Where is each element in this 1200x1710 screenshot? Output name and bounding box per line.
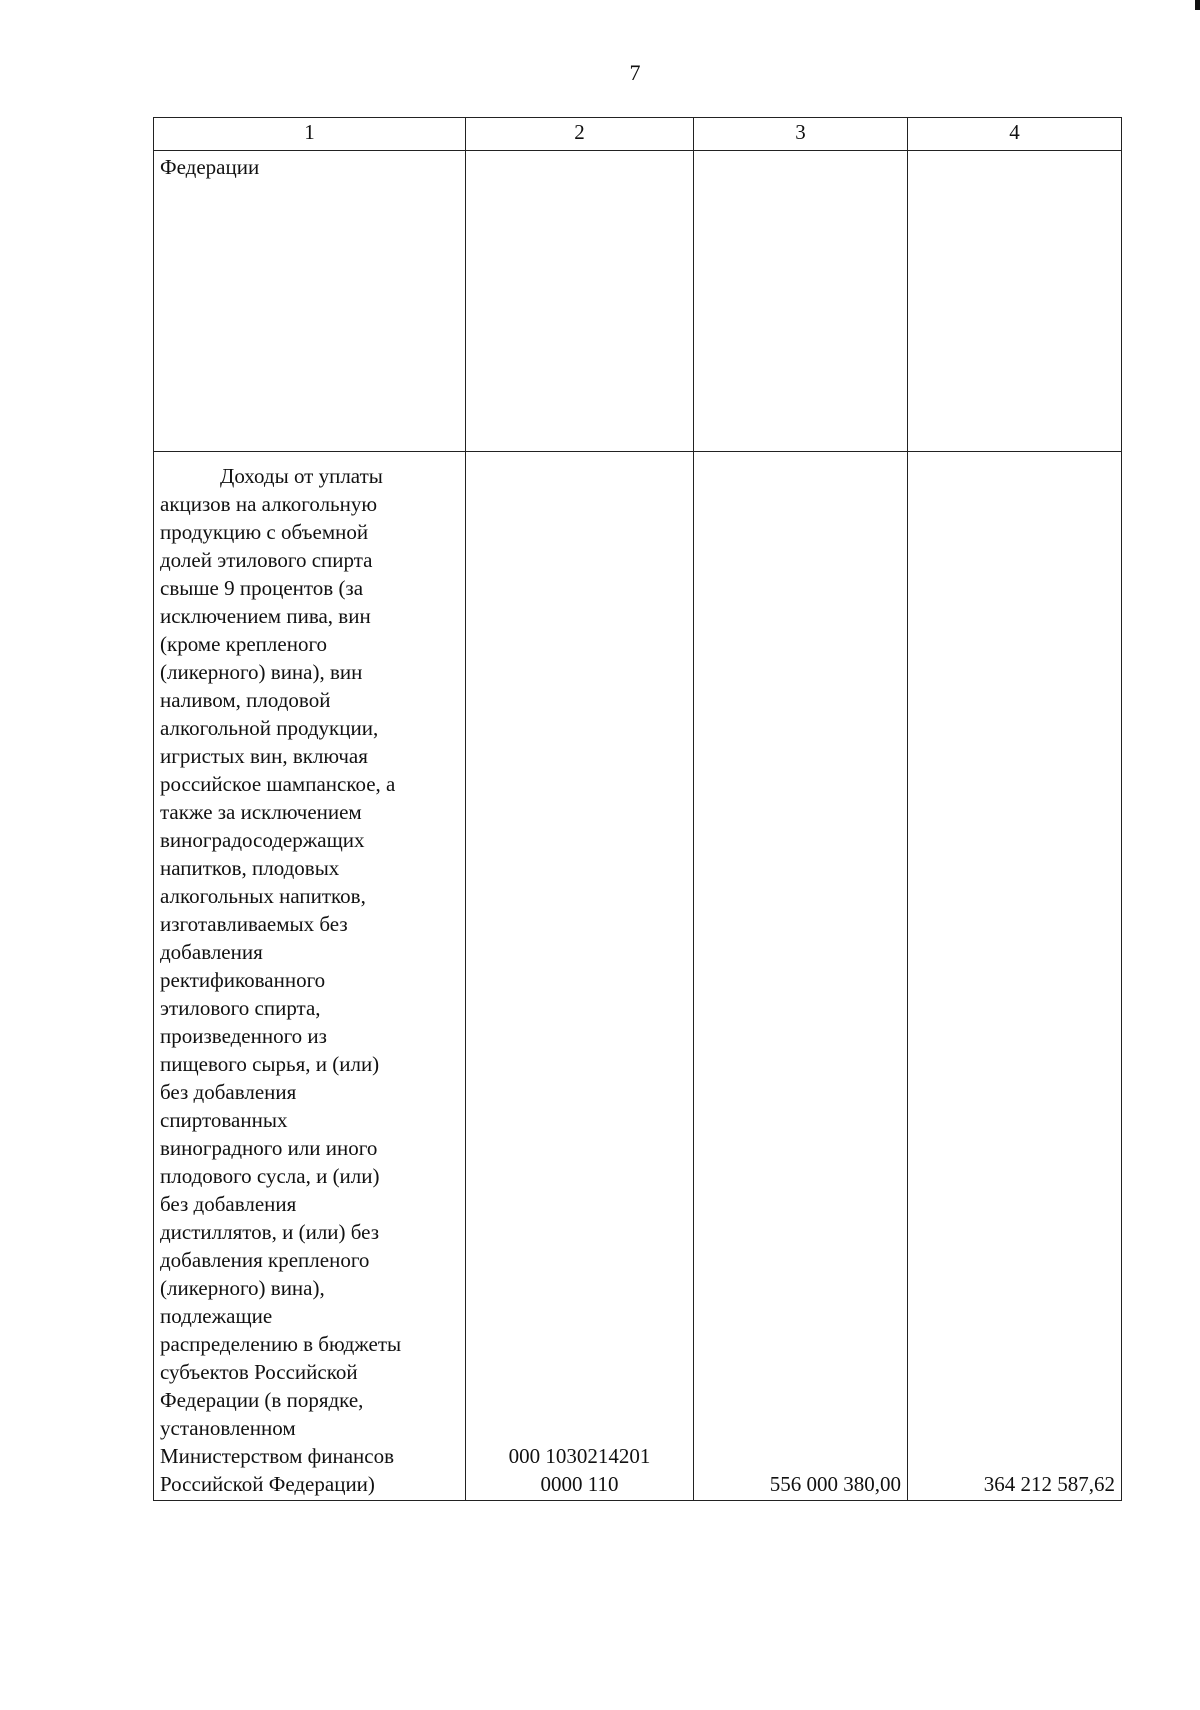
scan-edge-mark: [1195, 0, 1200, 10]
revenue-name-line: изготавливаемых без: [160, 912, 348, 936]
column-number-4: 4: [908, 118, 1122, 151]
column-number-3: 3: [694, 118, 908, 151]
revenue-name-line: Федерации (в порядке,: [160, 1388, 364, 1412]
planned-amount-cell: 556 000 380,00: [694, 452, 908, 1501]
table-row: [154, 151, 1122, 452]
budget-code-line: 0000 110: [540, 1472, 619, 1496]
revenue-name-line: (ликерного) вина), вин: [160, 660, 363, 684]
column-number-1: 1: [154, 118, 466, 151]
revenue-name-cell: [154, 151, 466, 452]
revenue-name-line: дистиллятов, и (или) без: [160, 1220, 380, 1244]
budget-code-cell: [466, 151, 694, 452]
revenue-name-line: без добавления: [160, 1192, 297, 1216]
budget-code-line: 000 1030214201: [508, 1444, 651, 1468]
actual-amount-cell: [908, 151, 1122, 452]
revenue-table: [153, 117, 1122, 1501]
revenue-name-line: произведенного из: [160, 1024, 327, 1048]
revenue-name-line: этилового спирта,: [160, 996, 321, 1020]
revenue-name-line: Доходы от уплаты: [220, 464, 383, 488]
revenue-name-line: (ликерного) вина),: [160, 1276, 325, 1300]
revenue-name-line: плодового сусла, и (или): [160, 1164, 380, 1188]
revenue-name-line: алкогольной продукции,: [160, 716, 379, 740]
revenue-name-line: Министерством финансов: [160, 1444, 394, 1468]
revenue-name-line: без добавления: [160, 1080, 297, 1104]
table-row: [154, 452, 1122, 1501]
revenue-name-line: игристых вин, включая: [160, 744, 368, 768]
revenue-name-line: спиртованных: [160, 1108, 288, 1132]
budget-code-cell: [466, 452, 694, 1501]
revenue-name-line: наливом, плодовой: [160, 688, 331, 712]
revenue-name-line: (кроме крепленого: [160, 632, 328, 656]
revenue-name-line: виноградосодержащих: [160, 828, 365, 852]
actual-amount-cell: 364 212 587,62: [908, 452, 1122, 1501]
revenue-name-line: свыше 9 процентов (за: [160, 576, 364, 600]
revenue-name-line: виноградного или иного: [160, 1136, 378, 1160]
revenue-name-line: исключением пива, вин: [160, 604, 371, 628]
planned-amount-cell: [694, 151, 908, 452]
revenue-name-line: напитков, плодовых: [160, 856, 340, 880]
revenue-name-line: распределению в бюджеты: [160, 1332, 402, 1356]
revenue-name-cell: [154, 452, 466, 1501]
revenue-name-line: продукцию с объемной: [160, 520, 369, 544]
column-number-2: 2: [466, 118, 694, 151]
page-number: 7: [629, 60, 641, 85]
revenue-name-line: алкогольных напитков,: [160, 884, 366, 908]
revenue-name-line: ректификованного: [160, 968, 326, 992]
revenue-name-line: подлежащие: [160, 1304, 273, 1328]
revenue-name-line: установленном: [160, 1416, 296, 1440]
column-number-row: [154, 118, 1122, 151]
revenue-name-line: Федерации: [160, 155, 260, 179]
revenue-name-line: российское шампанское, а: [160, 772, 396, 796]
revenue-name-line: добавления: [160, 940, 263, 964]
revenue-name-line: субъектов Российской: [160, 1360, 358, 1384]
revenue-name-line: долей этилового спирта: [160, 548, 373, 572]
revenue-name-line: также за исключением: [160, 800, 362, 824]
revenue-name-line: Российской Федерации): [160, 1472, 375, 1496]
revenue-name-line: акцизов на алкогольную: [160, 492, 378, 516]
revenue-name-line: пищевого сырья, и (или): [160, 1052, 380, 1076]
revenue-name-line: добавления крепленого: [160, 1248, 370, 1272]
